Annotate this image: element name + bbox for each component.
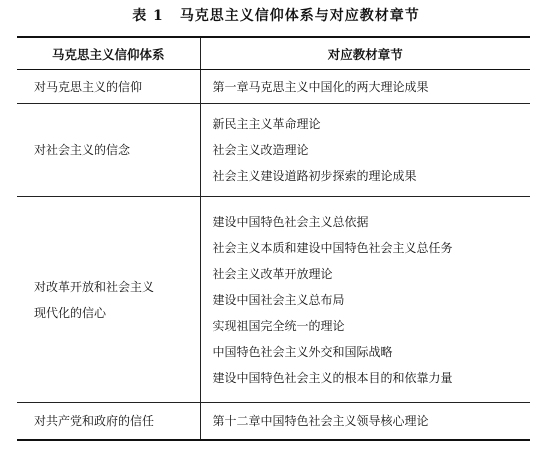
belief-text: 对社会主义的信念 xyxy=(34,143,131,157)
table-number: 表 1 xyxy=(132,8,164,24)
chapter-item: 社会主义建设道路初步探索的理论成果 xyxy=(212,169,417,183)
belief-cell xyxy=(17,104,200,197)
table-row xyxy=(17,403,530,440)
chapter-item: 建设中国特色社会主义的根本目的和依靠力量 xyxy=(212,370,453,385)
belief-cell xyxy=(17,70,200,104)
header-row xyxy=(17,37,530,70)
chapter-item: 建设中国社会主义总布局 xyxy=(212,292,345,307)
chapter-cell xyxy=(200,403,530,440)
chapter-item: 实现祖国完全统一的理论 xyxy=(212,318,345,333)
belief-text: 现代化的信心 xyxy=(34,305,107,320)
table-row xyxy=(17,197,530,403)
table-caption xyxy=(0,4,548,28)
chapter-item: 新民主主义革命理论 xyxy=(212,117,321,131)
belief-cell xyxy=(17,403,200,440)
header-belief-system: 马克思主义信仰体系 xyxy=(17,37,200,70)
chapter-cell xyxy=(200,104,530,197)
table-row xyxy=(17,104,530,197)
belief-chapter-table xyxy=(17,36,530,441)
chapter-item: 社会主义本质和建设中国特色社会主义总任务 xyxy=(212,240,453,255)
chapter-item: 社会主义改革开放理论 xyxy=(212,266,333,281)
belief-cell xyxy=(17,197,200,403)
belief-text: 对共产党和政府的信任 xyxy=(34,413,155,428)
chapter-item: 中国特色社会主义外交和国际战略 xyxy=(212,344,393,359)
chapter-cell xyxy=(200,70,530,104)
table-row xyxy=(17,70,530,104)
chapter-item: 社会主义改造理论 xyxy=(212,143,309,157)
belief-text: 对改革开放和社会主义 xyxy=(34,279,155,294)
chapter-cell xyxy=(200,197,530,403)
header-chapters: 对应教材章节 xyxy=(200,37,530,70)
chapter-item: 第一章马克思主义中国化的两大理论成果 xyxy=(212,79,429,94)
chapter-item: 第十二章中国特色社会主义领导核心理论 xyxy=(212,413,429,428)
belief-text: 对马克思主义的信仰 xyxy=(34,79,143,94)
table-title: 马克思主义信仰体系与对应教材章节 xyxy=(179,8,420,24)
chapter-item: 建设中国特色社会主义总依据 xyxy=(212,214,369,229)
